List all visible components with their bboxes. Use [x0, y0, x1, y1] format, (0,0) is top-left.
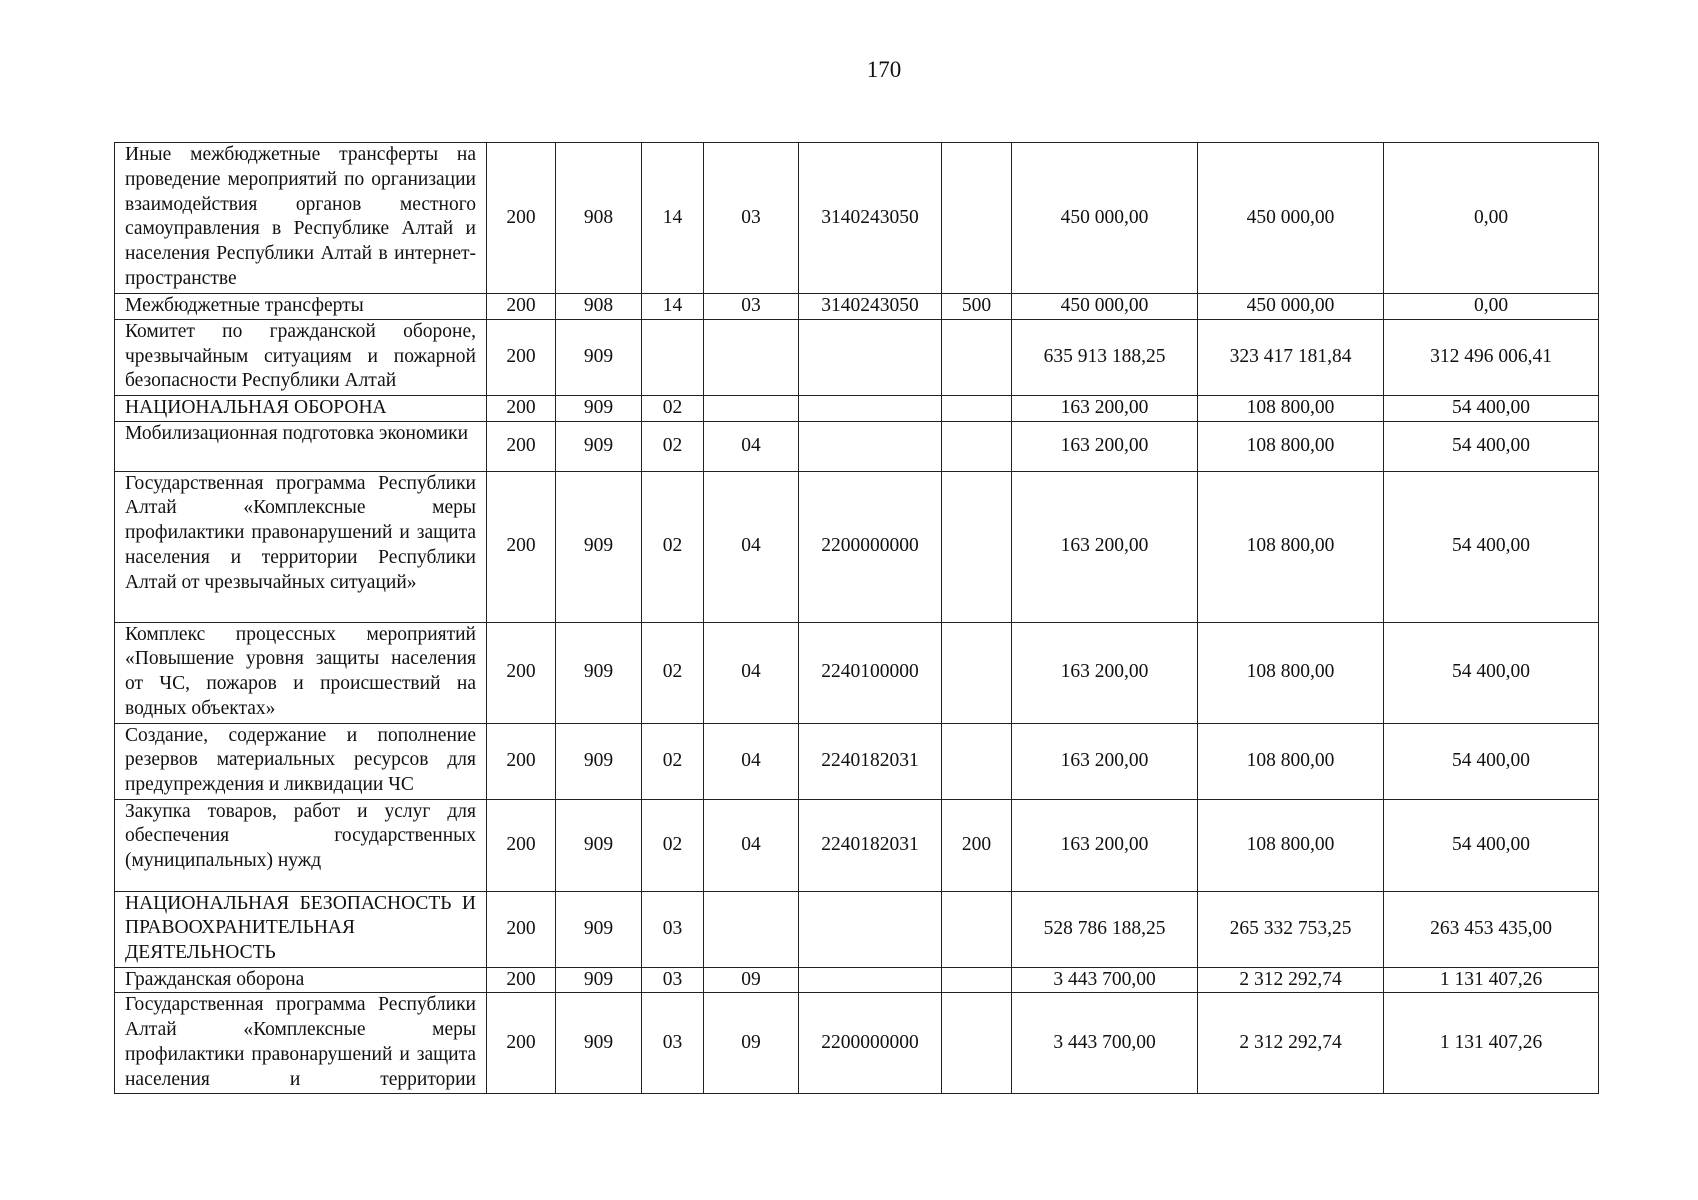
cell-sum3: 1 131 407,26 — [1384, 993, 1599, 1093]
table-row — [115, 967, 1599, 993]
cell-sum3: 54 400,00 — [1384, 471, 1599, 622]
cell-csr: 2240182031 — [799, 723, 942, 799]
table-row — [115, 891, 1599, 967]
table-row — [115, 319, 1599, 395]
cell-vr: 200 — [942, 799, 1012, 891]
cell-sum2: 323 417 181,84 — [1198, 319, 1384, 395]
cell-sum2: 108 800,00 — [1198, 622, 1384, 723]
cell-vr — [942, 993, 1012, 1093]
cell-rz: 02 — [642, 471, 704, 622]
cell-sum2: 450 000,00 — [1198, 294, 1384, 320]
cell-col1: 200 — [487, 799, 556, 891]
cell-ved: 909 — [556, 395, 642, 421]
cell-vr — [942, 143, 1012, 294]
row-name: Создание, содержание и пополнение резервов материальных ресурсов для предупреждения и ликвидации ЧС — [115, 723, 487, 799]
cell-rz: 02 — [642, 622, 704, 723]
cell-vr: 500 — [942, 294, 1012, 320]
cell-csr — [799, 421, 942, 471]
cell-pr: 03 — [704, 143, 799, 294]
cell-vr — [942, 421, 1012, 471]
cell-sum3: 54 400,00 — [1384, 723, 1599, 799]
row-name: Государственная программа Республики Алтай «Комплексные меры профилактики правонарушений и защита населения и территории Республики Алтай от чрезвычайных ситуаций» — [115, 471, 487, 622]
row-name: Закупка товаров, работ и услуг для обеспечения государственных (муниципальных) нужд — [115, 799, 487, 891]
row-name: НАЦИОНАЛЬНАЯ ОБОРОНА — [115, 395, 487, 421]
cell-csr: 2240182031 — [799, 799, 942, 891]
table-row — [115, 421, 1599, 471]
row-name: Комитет по гражданской обороне, чрезвычайным ситуациям и пожарной безопасности Республики Алтай — [115, 319, 487, 395]
cell-ved: 909 — [556, 319, 642, 395]
cell-sum1: 635 913 188,25 — [1012, 319, 1198, 395]
table-row — [115, 723, 1599, 799]
cell-sum3: 312 496 006,41 — [1384, 319, 1599, 395]
cell-col1: 200 — [487, 294, 556, 320]
cell-pr — [704, 319, 799, 395]
cell-vr — [942, 723, 1012, 799]
cell-csr — [799, 967, 942, 993]
row-name: НАЦИОНАЛЬНАЯ БЕЗОПАСНОСТЬ И ПРАВООХРАНИТЕЛЬНАЯ ДЕЯТЕЛЬНОСТЬ — [115, 891, 487, 967]
row-name: Государственная программа Республики Алтай «Комплексные меры профилактики правонарушений и защита населения и территории — [115, 993, 487, 1093]
cell-sum1: 528 786 188,25 — [1012, 891, 1198, 967]
cell-vr — [942, 471, 1012, 622]
cell-ved: 909 — [556, 723, 642, 799]
cell-csr — [799, 319, 942, 395]
cell-col1: 200 — [487, 421, 556, 471]
cell-sum3: 54 400,00 — [1384, 395, 1599, 421]
cell-col1: 200 — [487, 993, 556, 1093]
cell-ved: 909 — [556, 471, 642, 622]
cell-col1: 200 — [487, 723, 556, 799]
row-name: Мобилизационная подготовка экономики — [115, 421, 487, 471]
cell-csr — [799, 891, 942, 967]
cell-ved: 909 — [556, 993, 642, 1093]
cell-col1: 200 — [487, 471, 556, 622]
cell-ved: 909 — [556, 967, 642, 993]
cell-col1: 200 — [487, 319, 556, 395]
cell-rz: 03 — [642, 993, 704, 1093]
cell-sum2: 108 800,00 — [1198, 421, 1384, 471]
cell-sum1: 163 200,00 — [1012, 799, 1198, 891]
cell-sum1: 3 443 700,00 — [1012, 993, 1198, 1093]
cell-col1: 200 — [487, 891, 556, 967]
cell-rz: 02 — [642, 799, 704, 891]
cell-ved: 908 — [556, 143, 642, 294]
cell-ved: 909 — [556, 891, 642, 967]
cell-sum3: 54 400,00 — [1384, 622, 1599, 723]
cell-vr — [942, 395, 1012, 421]
cell-csr: 3140243050 — [799, 294, 942, 320]
cell-sum1: 163 200,00 — [1012, 622, 1198, 723]
cell-csr: 2200000000 — [799, 993, 942, 1093]
table-row — [115, 622, 1599, 723]
cell-vr — [942, 891, 1012, 967]
cell-col1: 200 — [487, 967, 556, 993]
cell-pr: 09 — [704, 967, 799, 993]
cell-sum2: 108 800,00 — [1198, 395, 1384, 421]
cell-sum3: 0,00 — [1384, 294, 1599, 320]
cell-sum3: 0,00 — [1384, 143, 1599, 294]
cell-pr: 03 — [704, 294, 799, 320]
cell-ved: 908 — [556, 294, 642, 320]
cell-pr: 04 — [704, 421, 799, 471]
page-number: 170 — [866, 57, 902, 82]
table-row — [115, 143, 1599, 294]
cell-sum1: 450 000,00 — [1012, 143, 1198, 294]
cell-pr — [704, 891, 799, 967]
cell-col1: 200 — [487, 143, 556, 294]
cell-sum2: 2 312 292,74 — [1198, 993, 1384, 1093]
cell-sum3: 1 131 407,26 — [1384, 967, 1599, 993]
table-row — [115, 471, 1599, 622]
table-row — [115, 395, 1599, 421]
cell-sum1: 163 200,00 — [1012, 471, 1198, 622]
cell-sum2: 108 800,00 — [1198, 723, 1384, 799]
cell-sum1: 450 000,00 — [1012, 294, 1198, 320]
cell-rz: 02 — [642, 723, 704, 799]
cell-rz: 14 — [642, 143, 704, 294]
cell-pr: 04 — [704, 723, 799, 799]
cell-pr — [704, 395, 799, 421]
cell-vr — [942, 967, 1012, 993]
cell-sum2: 265 332 753,25 — [1198, 891, 1384, 967]
cell-pr: 04 — [704, 622, 799, 723]
cell-rz: 02 — [642, 421, 704, 471]
cell-ved: 909 — [556, 799, 642, 891]
cell-vr — [942, 319, 1012, 395]
cell-csr: 2240100000 — [799, 622, 942, 723]
cell-sum2: 450 000,00 — [1198, 143, 1384, 294]
cell-csr: 2200000000 — [799, 471, 942, 622]
cell-ved: 909 — [556, 421, 642, 471]
row-name: Комплекс процессных мероприятий «Повышение уровня защиты населения от ЧС, пожаров и происшествий на водных объектах» — [115, 622, 487, 723]
row-name: Межбюджетные трансферты — [115, 294, 487, 320]
cell-rz: 03 — [642, 891, 704, 967]
cell-sum3: 54 400,00 — [1384, 799, 1599, 891]
cell-pr: 04 — [704, 799, 799, 891]
cell-col1: 200 — [487, 395, 556, 421]
cell-sum1: 163 200,00 — [1012, 421, 1198, 471]
cell-sum1: 163 200,00 — [1012, 395, 1198, 421]
cell-rz — [642, 319, 704, 395]
table-row — [115, 294, 1599, 320]
cell-sum2: 108 800,00 — [1198, 799, 1384, 891]
cell-rz: 03 — [642, 967, 704, 993]
cell-pr: 09 — [704, 993, 799, 1093]
cell-col1: 200 — [487, 622, 556, 723]
table-row — [115, 993, 1599, 1093]
cell-rz: 02 — [642, 395, 704, 421]
cell-rz: 14 — [642, 294, 704, 320]
cell-ved: 909 — [556, 622, 642, 723]
cell-pr: 04 — [704, 471, 799, 622]
budget-table — [114, 142, 1599, 1094]
cell-sum3: 263 453 435,00 — [1384, 891, 1599, 967]
cell-vr — [942, 622, 1012, 723]
table-row — [115, 799, 1599, 891]
cell-csr — [799, 395, 942, 421]
cell-sum3: 54 400,00 — [1384, 421, 1599, 471]
cell-sum2: 2 312 292,74 — [1198, 967, 1384, 993]
cell-csr: 3140243050 — [799, 143, 942, 294]
row-name: Гражданская оборона — [115, 967, 487, 993]
cell-sum2: 108 800,00 — [1198, 471, 1384, 622]
cell-sum1: 163 200,00 — [1012, 723, 1198, 799]
cell-sum1: 3 443 700,00 — [1012, 967, 1198, 993]
row-name: Иные межбюджетные трансферты на проведение мероприятий по организации взаимодействия органов местного самоуправления в Республике Алтай и населения Республики Алтай в интернет-пространстве — [115, 143, 487, 294]
